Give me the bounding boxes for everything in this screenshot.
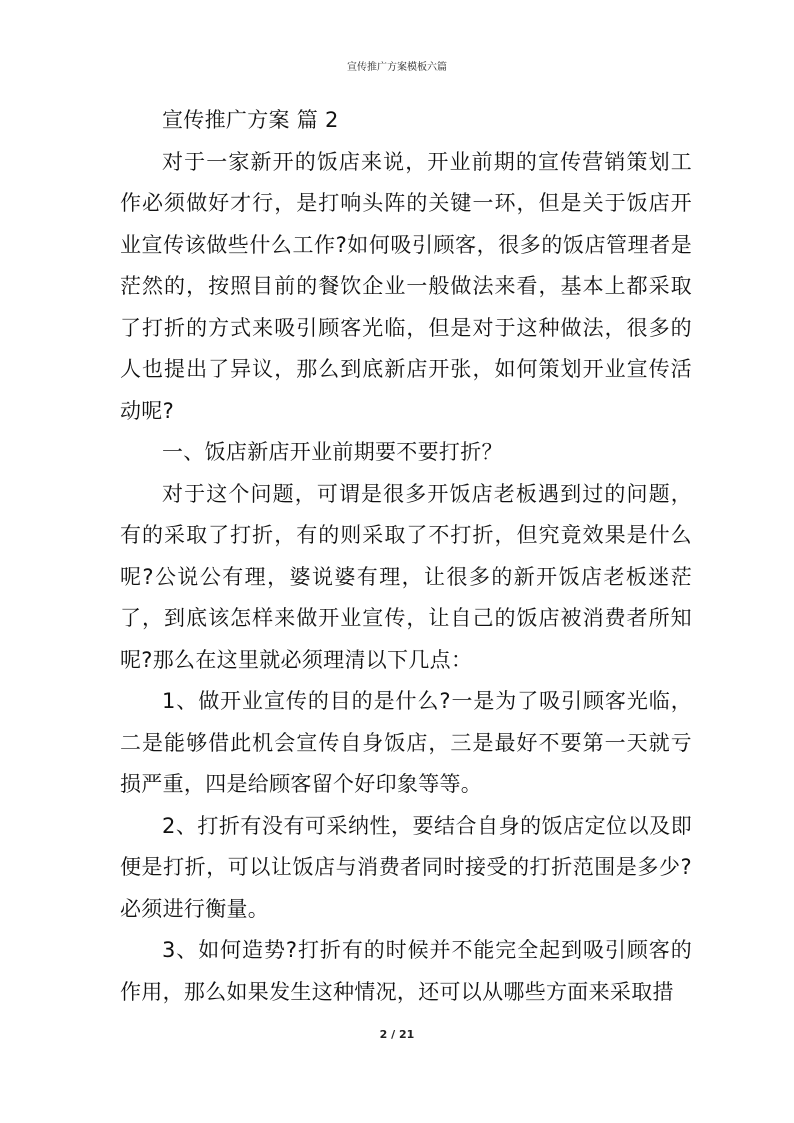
list-item: 1、做开业宣传的目的是什么?一是为了吸引顾客光临，二是能够借此机会宣传自身饭店，三是最好不要第一天就亏损严重，四是给顾客留个好印象等等。 <box>120 689 692 796</box>
subsection-heading: 一、饭店新店开业前期要不要打折？ <box>162 440 503 464</box>
body-paragraph: 对于这个问题，可谓是很多开饭店老板遇到过的问题，有的采取了打折，有的则采取了不打折，但究竟效果是什么呢?公说公有理，婆说婆有理，让很多的新开饭店老板迷茫了，到底该怎样来做开业宣传，让自己的饭店被消费者所知呢?那么在这里就必须理清以下几点： <box>120 481 692 672</box>
list-item: 2、打折有没有可采纳性，要结合自身的饭店定位以及即便是打折，可以让饭店与消费者同时接受的打折范围是多少?必须进行衡量。 <box>120 813 692 921</box>
running-header: 宣传推广方案模板六篇 <box>347 62 447 73</box>
document-body <box>120 100 692 1013</box>
section-heading: 宣传推广方案 篇 2 <box>162 108 339 132</box>
page-number: 2 / 21 <box>379 1028 415 1041</box>
list-item: 3、如何造势?打折有的时候并不能完全起到吸引顾客的作用，那么如果发生这种情况，还可以从哪些方面来采取措 <box>120 938 692 1004</box>
body-paragraph: 对于一家新开的饭店来说，开业前期的宣传营销策划工作必须做好才行，是打响头阵的关键一环，但是关于饭店开业宣传该做些什么工作?如何吸引顾客，很多的饭店管理者是茫然的，按照目前的餐饮企业一般做法来看，基本上都采取了打折的方式来吸引顾客光临，但是对于这种做法，很多的人也提出了异议，那么到底新店开张，如何策划开业宣传活动呢? <box>120 149 692 423</box>
